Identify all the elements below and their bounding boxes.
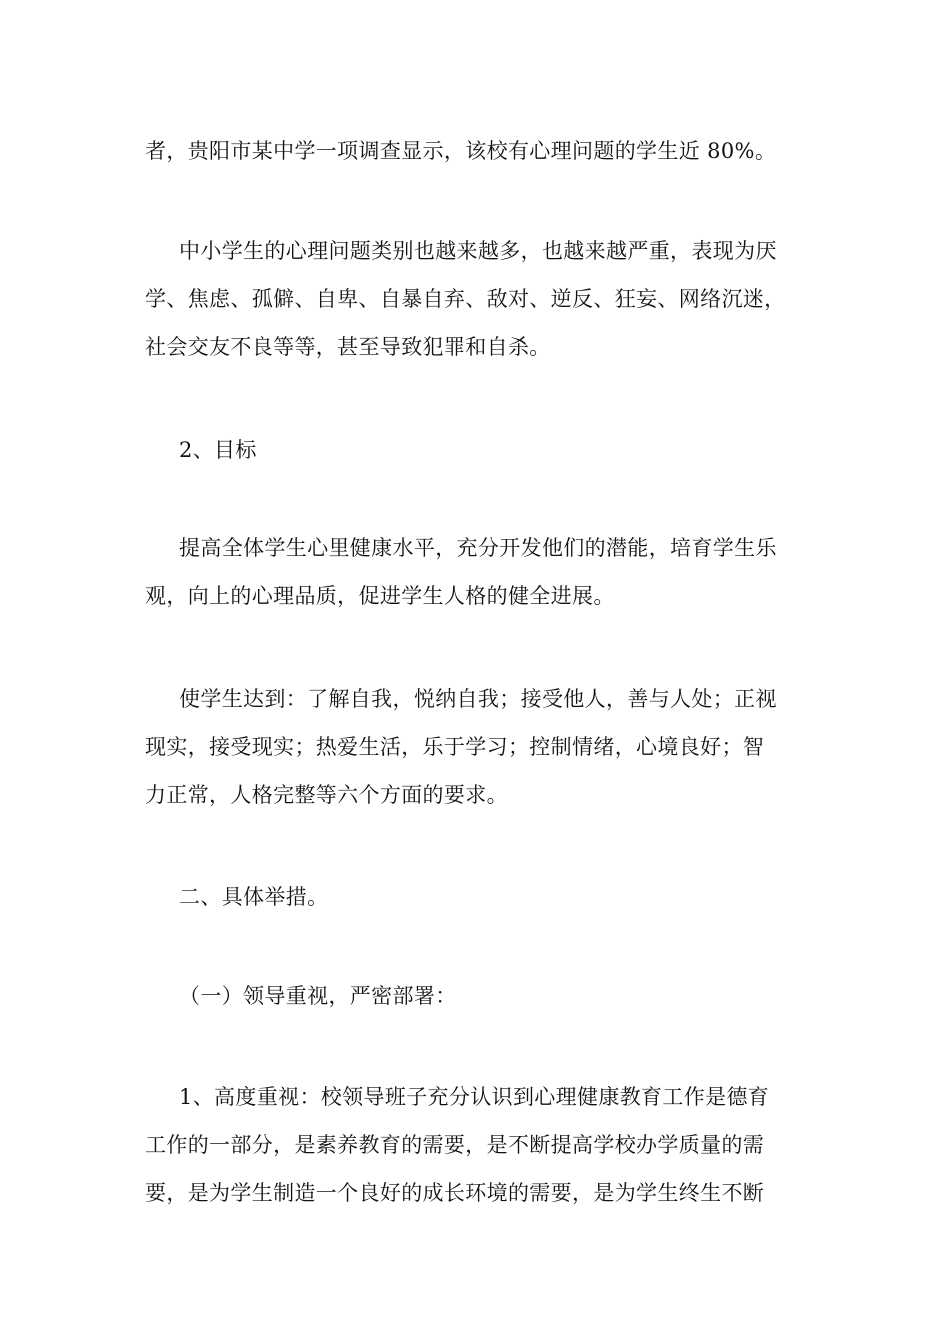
text-line: 1、高度重视：校领导班子充分认识到心理健康教育工作是德育 <box>179 1085 770 1109</box>
text-line: 提高全体学生心里健康水平，充分开发他们的潜能，培育学生乐 <box>179 536 777 560</box>
text-line: 中小学生的心理问题类别也越来越多，也越来越严重，表现为厌 <box>179 239 777 263</box>
paragraph-goal-description <box>145 524 817 620</box>
text-line: 社会交友不良等等，甚至导致犯罪和自杀。 <box>145 335 551 359</box>
paragraph-survey-result <box>145 127 817 175</box>
heading-leadership <box>145 972 817 1020</box>
text-line: 力正常，人格完整等六个方面的要求。 <box>145 783 508 807</box>
text-line: 使学生达到：了解自我，悦纳自我；接受他人，善与人处；正视 <box>179 687 777 711</box>
text-line: 现实，接受现实；热爱生活，乐于学习；控制情绪，心境良好；智 <box>145 735 765 759</box>
text-line: 要，是为学生制造一个良好的成长环境的需要，是为学生终生不断 <box>145 1181 765 1205</box>
document-page <box>145 0 817 1344</box>
paragraph-high-attention <box>145 1073 817 1217</box>
text-line: 学、焦虑、孤僻、自卑、自暴自弃、敌对、逆反、狂妄、网络沉迷， <box>145 287 786 311</box>
paragraph-problem-types <box>145 227 817 371</box>
heading-specific-measures <box>145 873 817 921</box>
paragraph-student-requirements <box>145 675 817 819</box>
text-line: 二、具体举措。 <box>179 885 329 909</box>
text-line: 工作的一部分，是素养教育的需要，是不断提高学校办学质量的需 <box>145 1133 765 1157</box>
text-line: （一）领导重视，严密部署： <box>179 984 457 1008</box>
text-line: 观，向上的心理品质，促进学生人格的健全进展。 <box>145 584 615 608</box>
heading-goal <box>145 426 817 474</box>
text-line: 者，贵阳市某中学一项调查显示，该校有心理问题的学生近 80%。 <box>145 139 777 163</box>
text-line: 2、目标 <box>179 438 257 462</box>
